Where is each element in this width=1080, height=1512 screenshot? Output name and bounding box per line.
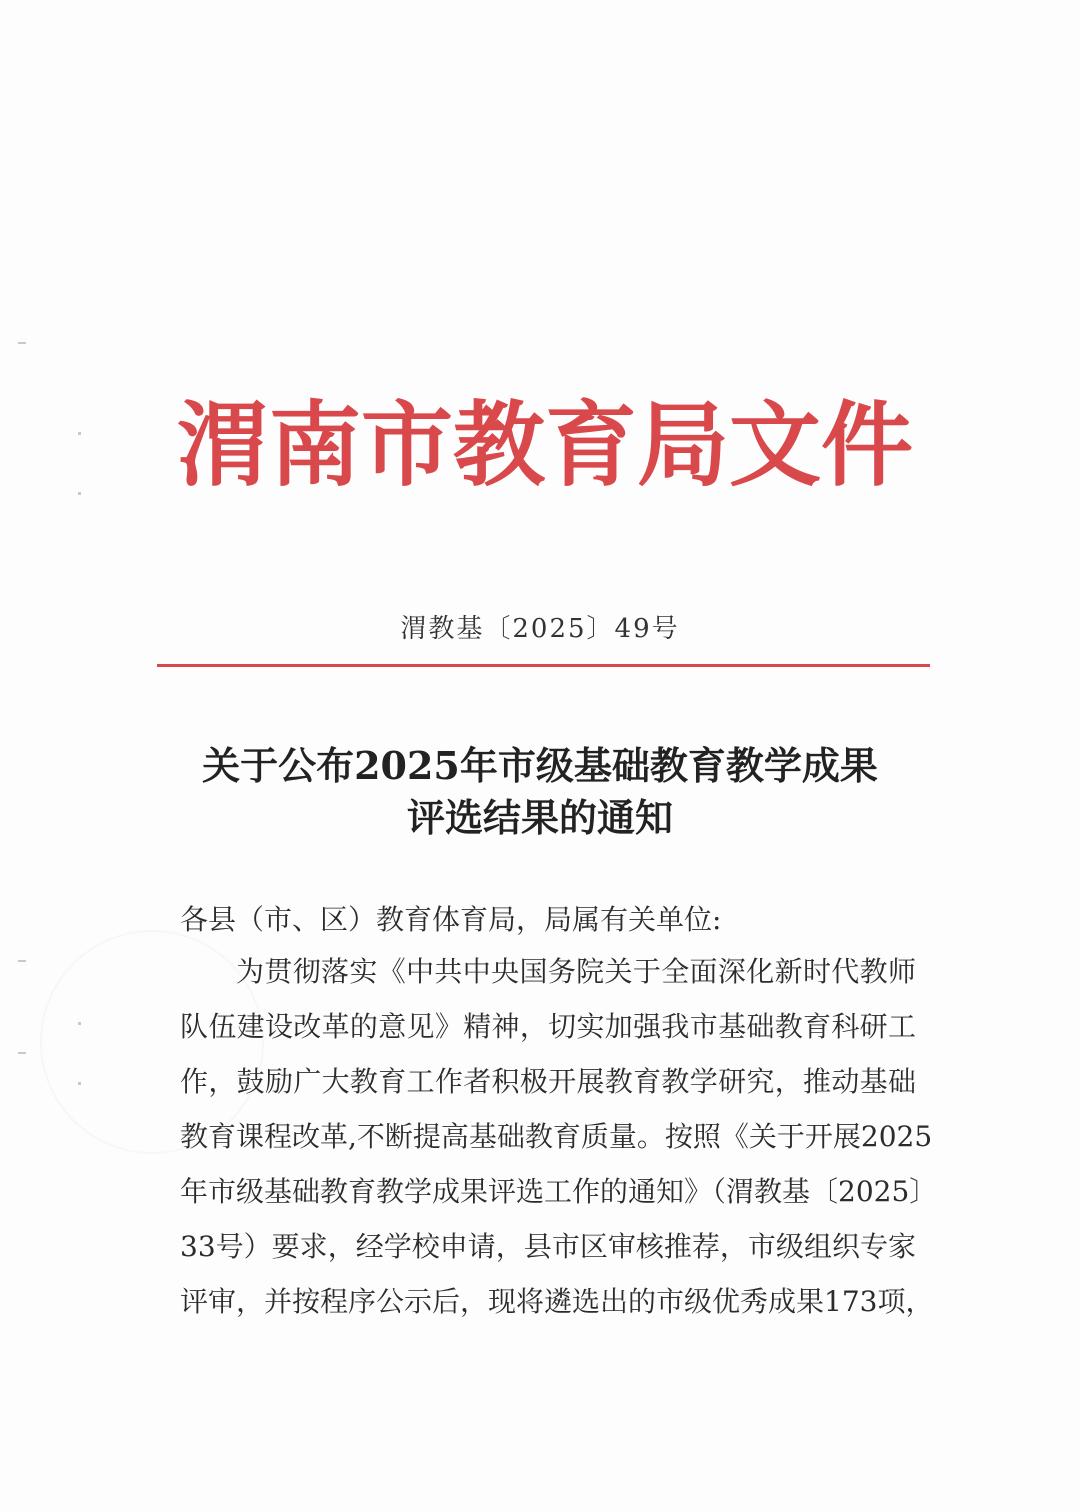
body-line: 教育课程改革,不断提高基础教育质量。按照《关于开展2025 [180,1120,933,1153]
body-line: 为贯彻落实《中共中央国务院关于全面深化新时代教师 [236,955,916,988]
body-line: 作，鼓励广大教育工作者积极开展教育教学研究，推动基础 [180,1065,916,1098]
scan-mark [18,342,26,344]
document-number: 渭教基〔2025〕49号 [400,614,680,644]
body-line: 队伍建设改革的意见》精神，切实加强我市基础教育科研工 [180,1010,916,1043]
notice-title [0,740,1080,844]
scan-mark [18,1052,26,1054]
body-line: 年市级基础教育教学成果评选工作的通知》（渭教基〔2025〕 [180,1175,938,1208]
salutation: 各县（市、区）教育体育局，局属有关单位: [180,903,722,936]
document-masthead: 渭南市教育局文件 [176,391,913,499]
notice-body [180,944,938,1329]
notice-title-line: 关于公布2025年市级基础教育教学成果 [202,743,878,788]
body-line: 33号）要求，经学校申请，县市区审核推荐，市级组织专家 [180,1230,916,1263]
scan-mark [78,492,81,495]
scan-mark [78,432,81,435]
scan-mark [18,960,26,962]
notice-title-line: 评选结果的通知 [406,795,673,840]
body-line: 评审，并按程序公示后，现将遴选出的市级优秀成果173项， [180,1285,934,1318]
red-divider-rule [157,664,930,667]
